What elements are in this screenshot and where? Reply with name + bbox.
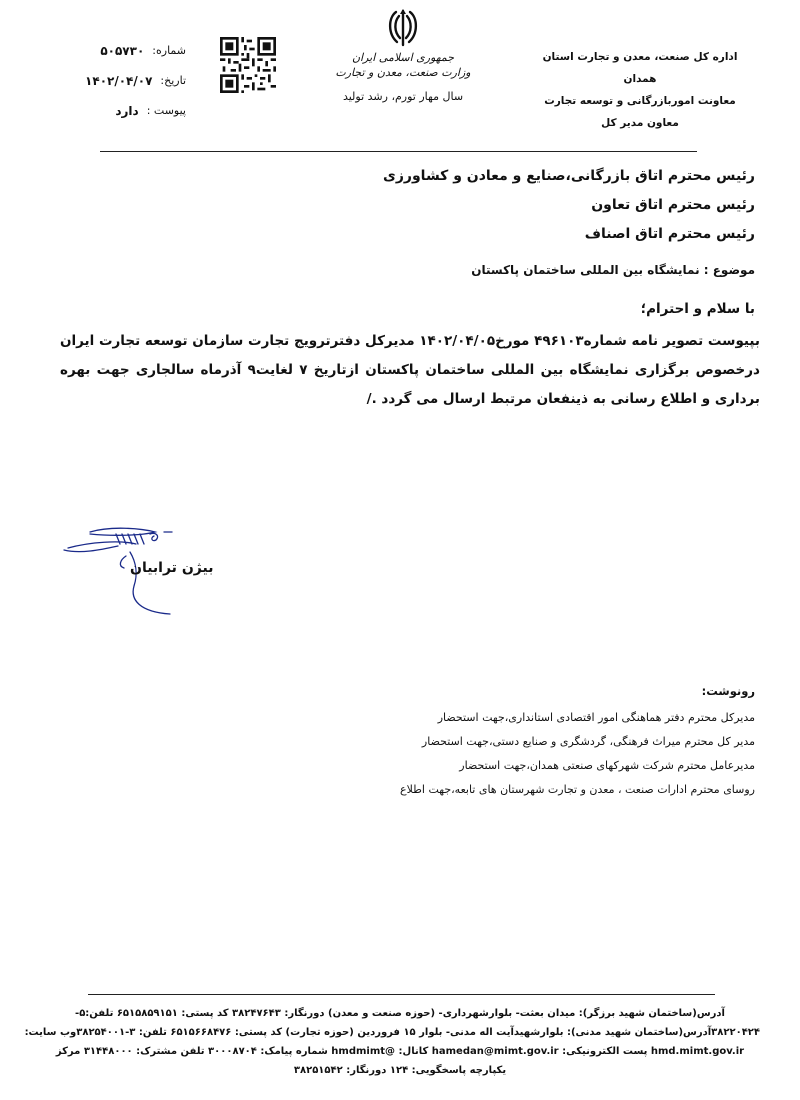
org-line-1: اداره کل صنعت، معدن و تجارت استان همدان [542, 51, 738, 85]
cc-item: مدیرعامل محترم شرکت شهرکهای صنعتی همدان،جهت استحضار [459, 759, 755, 772]
cc-title: رونوشت: [701, 684, 755, 698]
organization-header [525, 46, 755, 134]
date-row [66, 66, 186, 96]
year-slogan: سال مهار تورم، رشد تولید [342, 90, 464, 103]
footer-contact [24, 1004, 760, 1080]
date-label: تاریخ: [160, 74, 186, 87]
org-line-3: معاون مدیر کل [601, 117, 679, 129]
letter-metadata [66, 36, 186, 126]
signer-name: بیژن ترابیان [130, 560, 214, 576]
cc-item: مدیرکل محترم دفتر هماهنگی امور اقتصادی استانداری،جهت استحضار [437, 711, 755, 724]
footer-line-3: hmd.mimt.gov.ir پست الکترونیکی: hamedan@mimt.gov.ir کانال: @hmdmimt شماره پیامک: ۳۰۰۰۸۷۰۴ تلفن مشترک: ۳۱۴۴۸۰۰۰ مرکز [55, 1046, 745, 1057]
iran-emblem-icon [386, 8, 420, 48]
addressee-1: رئیس محترم اتاق بازرگانی،صنایع و معادن و کشاورزی [383, 168, 755, 184]
addressee-3: رئیس محترم اتاق اصناف [584, 226, 755, 242]
greeting: با سلام و احترام؛ [640, 301, 755, 317]
footer-divider [88, 994, 715, 995]
ministry-header [328, 8, 478, 103]
addressee-2: رئیس محترم اتاق تعاون [591, 197, 755, 213]
header-divider [100, 151, 697, 152]
footer-line-4: یکپارچه پاسخگویی: ۱۲۴ دورنگار: ۳۸۲۵۱۵۴۲ [293, 1065, 507, 1076]
letter-body: بپیوست تصویر نامه شماره۴۹۶۱۰۳ مورخ۱۴۰۲/۰۴/۰۵ مدیرکل دفترترویج تجارت سازمان توسعه تجارت ایران درخصوص برگزاری نمایشگاه بین المللی ساختمان پاکستان ازتاریخ ۷ لغایت۹ آذرماه سالجاری جهت بهره برداری و اطلاع رسانی به ذینفعان مرتبط ارسال می گردد ./ [60, 333, 760, 407]
attachment-row [66, 96, 186, 126]
cc-item: مدیر کل محترم میراث فرهنگی، گردشگری و صنایع دستی،جهت استحضار [421, 735, 755, 748]
qr-code [220, 37, 276, 93]
footer-line-1: آدرس(ساختمان شهید برزگر): میدان بعثت- بلوارشهرداری- (حوزه صنعت و معدن) دورنگار: ۳۸۲۴۷۶۴۳ کد پستی: ۶۵۱۵۸۵۹۱۵۱ تلفن:۵- [75, 1008, 725, 1019]
ministry-line-2: وزارت صنعت، معدن و تجارت [335, 66, 471, 79]
date-value: ۱۴۰۲/۰۴/۰۷ [85, 74, 153, 88]
addressee-block [383, 162, 755, 249]
number-value: ۵۰۵۷۳۰ [100, 44, 145, 58]
number-row [66, 36, 186, 66]
number-label: شماره: [152, 44, 186, 57]
footer-line-2: ۳۸۲۲۰۴۲۴آدرس(ساختمان شهید مدنی): بلوارشهیدآیت اله مدنی- بلوار ۱۵ فروردین (حوزه تجارت) کد پستی: ۶۵۱۵۶۶۸۴۷۶ تلفن: ۳-۳۸۲۵۴۰۰۱وب سایت: [24, 1027, 760, 1038]
subject-line: موضوع : نمایشگاه بین المللی ساختمان پاکستان [471, 263, 755, 277]
ministry-line-1: جمهوری اسلامی ایران [351, 51, 455, 64]
cc-item: روسای محترم ادارات صنعت ، معدن و تجارت شهرستان های تابعه،جهت اطلاع [400, 783, 755, 796]
attachment-value: دارد [115, 104, 139, 118]
org-line-2: معاونت اموربازرگانی و توسعه تجارت [544, 95, 736, 107]
cc-list [400, 706, 755, 802]
attachment-label: پیوست : [146, 104, 186, 117]
